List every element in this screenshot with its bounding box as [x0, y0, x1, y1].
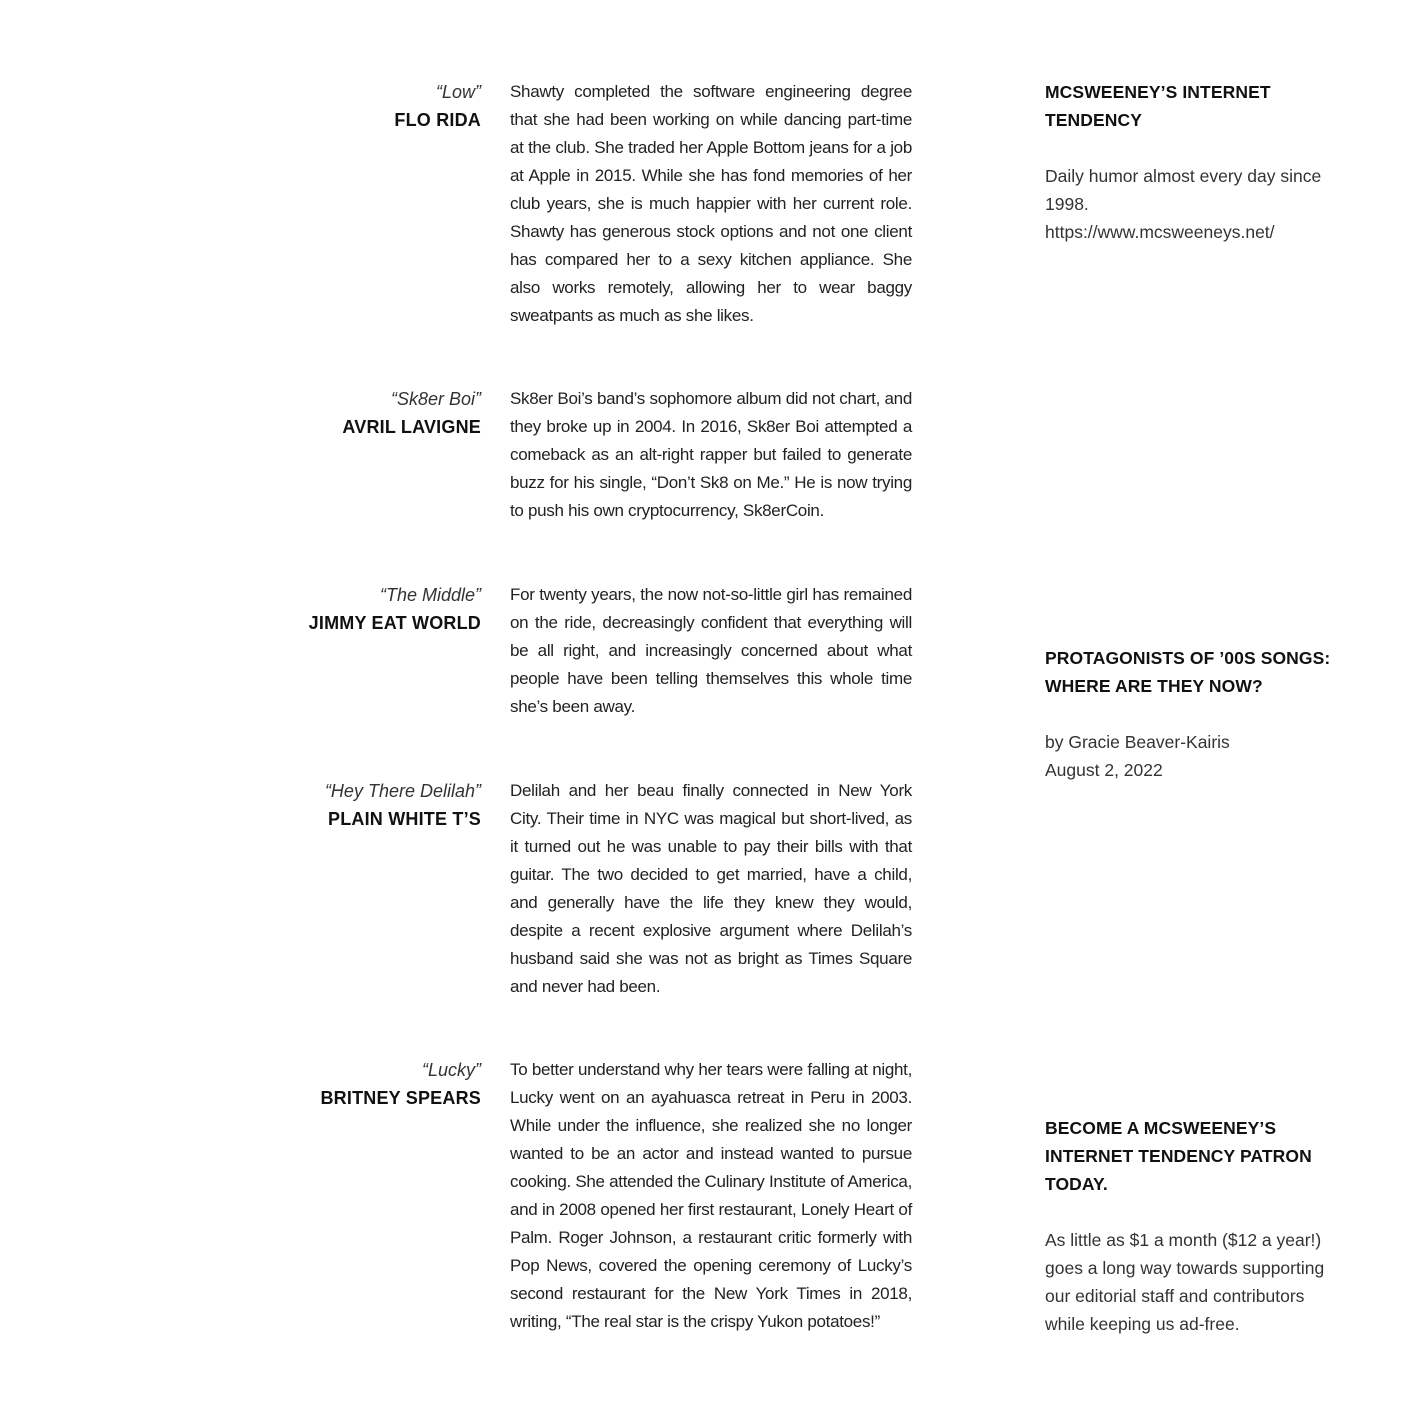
- article-date: August 2, 2022: [1045, 760, 1163, 780]
- patron-text: As little as $1 a month ($12 a year!) goes a long way towards supporting our editorial staff and contributors while keeping us ad-free.: [1045, 1230, 1325, 1334]
- entry-text: For twenty years, the now not-so-little girl has remained on the ride, decreasingly confident that everything will be all right, and increasingly concerned about what people have been telling themselves this whole time she’s been away.: [510, 585, 912, 716]
- publication-url[interactable]: https://www.mcsweeneys.net/: [1045, 222, 1275, 242]
- article-byline: by Gracie Beaver-Kairis: [1045, 732, 1230, 752]
- sidebar-patron: [1045, 1114, 1340, 1338]
- entry-text: To better understand why her tears were falling at night, Lucky went on an ayahuasca retreat in Peru in 2003. While under the influence, she realized she no longer wanted to be an actor and instead wanted to pursue cooking. She attended the Culinary Institute of America, and in 2008 opened her first restaurant, Lonely Heart of Palm. Roger Johnson, a restaurant critic formerly with Pop News, covered the opening ceremony of Lucky’s second restaurant for the New York Times in 2018, writing, “The real star is the crispy Yukon potatoes!”: [510, 1060, 912, 1331]
- artist-name: AVRIL LAVIGNE: [342, 417, 481, 437]
- entry-label: [200, 581, 481, 637]
- song-title: “Sk8er Boi”: [390, 389, 481, 409]
- song-title: “The Middle”: [379, 585, 481, 605]
- publication-heading: MCSWEENEY’S INTERNET TENDENCY: [1045, 82, 1271, 130]
- entry-label: [200, 78, 481, 134]
- entry-label: [200, 777, 481, 833]
- song-title: “Hey There Delilah”: [324, 781, 481, 801]
- entry-text: Delilah and her beau finally connected in New York City. Their time in NYC was magical but short-lived, as it turned out he was unable to pay their bills with that guitar. The two decided to get married, have a child, and generally have the life they knew they would, despite a recent explosive argument where Delilah’s husband said she was not as bright as Times Square and never had been.: [510, 781, 912, 996]
- entry-label: [200, 1056, 481, 1112]
- artist-name: FLO RIDA: [394, 110, 481, 130]
- entry-text: Shawty completed the software engineering degree that she had been working on while dancing part-time at the club. She traded her Apple Bottom jeans for a job at Apple in 2015. While she has fond memories of her club years, she is much happier with her current role. Shawty has generous stock options and not one client has compared her to a sexy kitchen appliance. She also works remotely, allowing her to wear baggy sweatpants as much as she likes.: [510, 82, 912, 325]
- entry-label: [200, 385, 481, 441]
- publication-tagline: Daily humor almost every day since 1998.: [1045, 166, 1322, 214]
- song-title: “Lucky”: [421, 1060, 481, 1080]
- artist-name: BRITNEY SPEARS: [320, 1088, 481, 1108]
- artist-name: PLAIN WHITE T’S: [328, 809, 481, 829]
- artist-name: JIMMY EAT WORLD: [308, 613, 481, 633]
- sidebar-article-info: [1045, 644, 1340, 784]
- entry-text: Sk8er Boi’s band’s sophomore album did not chart, and they broke up in 2004. In 2016, Sk8er Boi attempted a comeback as an alt-right rapper but failed to generate buzz for his single, “Don’t Sk8 on Me.” He is now trying to push his own cryptocurrency, Sk8erCoin.: [510, 389, 912, 520]
- sidebar-publication: [1045, 78, 1340, 246]
- article-title: PROTAGONISTS OF ’00S SONGS: WHERE ARE THEY NOW?: [1045, 648, 1331, 696]
- song-title: “Low”: [435, 82, 481, 102]
- patron-heading: BECOME A MCSWEENEY’S INTERNET TENDENCY PATRON TODAY.: [1045, 1118, 1312, 1194]
